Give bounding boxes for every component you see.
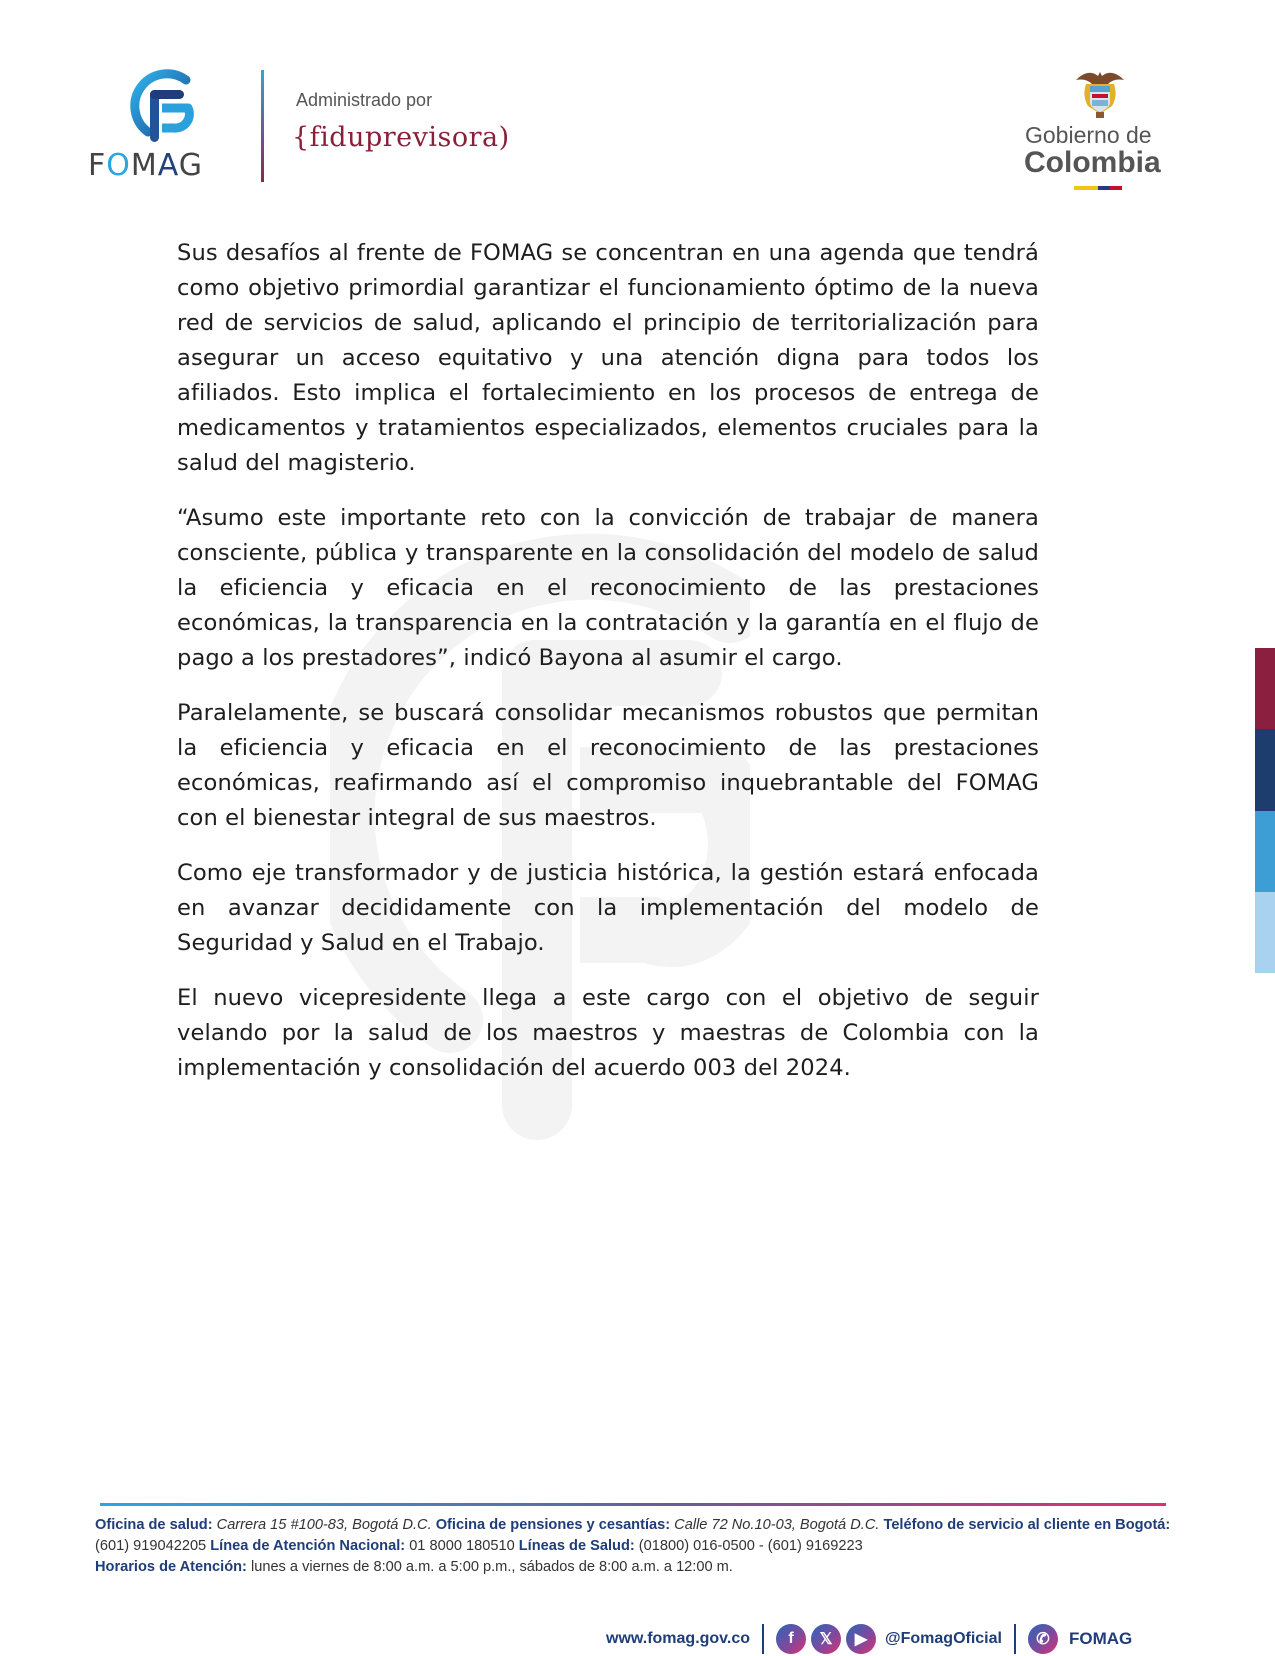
health-lines: (01800) 016-0500 - (601) 9169223 (638, 1538, 863, 1554)
footer-divider (100, 1503, 1166, 1506)
x-icon[interactable]: 𝕏 (811, 1624, 841, 1654)
youtube-icon[interactable]: ▶ (846, 1624, 876, 1654)
national-line-label: Línea de Atención Nacional: (210, 1538, 406, 1554)
fomag-wordmark: FOMAG (88, 148, 204, 183)
colombia-flag-stripe (1074, 186, 1122, 190)
fiduprevisora-logo: {fiduprevisora) (292, 122, 510, 153)
health-office-address: Carrera 15 #100-83, Bogotá D.C. (216, 1517, 432, 1533)
social-handle[interactable]: @FomagOficial (885, 1630, 1002, 1647)
fomag-fg-monogram-icon (128, 68, 200, 148)
website-link[interactable]: www.fomag.gov.co (606, 1630, 751, 1647)
hours: lunes a viernes de 8:00 a.m. a 5:00 p.m., sábados de 8:00 a.m. a 12:00 m. (250, 1559, 733, 1575)
footer-contact-info (95, 1515, 1180, 1578)
article-body (177, 236, 1039, 1106)
pension-office-label: Oficina de pensiones y cesantías: (435, 1517, 671, 1533)
bar-segment-lightblue (1255, 892, 1275, 973)
health-lines-label: Líneas de Salud: (518, 1538, 635, 1554)
page-header (0, 0, 1275, 210)
paragraph-safety-model: Como eje transformador y de justicia histórica, la gestión estará enfocada en avanzar decididamente con la implementación del modelo de Seguridad y Salud en el Trabajo. (177, 860, 1039, 956)
bar-segment-navy (1255, 729, 1275, 810)
footer-social-row (606, 1622, 1132, 1656)
paragraph-quote: “Asumo este importante reto con la convicción de trabajar de manera consciente, pública y transparente en la consolidación del modelo de salud la eficiencia y eficacia en el reconocimiento de las prestaciones económicas, la transparencia en la contratación y la garantía en el flujo de pago a los prestadores”, indicó Bayona al asumir el cargo. (177, 505, 1039, 671)
paragraph-vicepresident: El nuevo vicepresidente llega a este cargo con el objetivo de seguir velando por la salud de los maestros y maestras de Colombia con la implementación y consolidación del acuerdo 003 del 2024. (177, 985, 1039, 1081)
facebook-icon[interactable]: f (776, 1624, 806, 1654)
bar-segment-blue (1255, 811, 1275, 892)
gobierno-de-label: Gobierno de (1025, 122, 1152, 148)
colombia-coat-of-arms-icon (1074, 66, 1126, 120)
bar-segment-maroon (1255, 648, 1275, 729)
fomag-logo (88, 68, 238, 188)
flag-red (1110, 186, 1122, 190)
brand-color-bar (1255, 648, 1275, 973)
pension-office-address: Calle 72 No.10-03, Bogotá D.C. (674, 1517, 880, 1533)
hours-label: Horarios de Atención: (95, 1559, 247, 1575)
customer-phone-label: Teléfono de servicio al cliente en Bogotá: (883, 1517, 1171, 1533)
administered-by-label: Administrado por (296, 90, 433, 110)
gobierno-de-colombia-logo (1022, 64, 1182, 194)
health-office-label: Oficina de salud: (95, 1517, 213, 1533)
customer-phone: (601) 919042205 (95, 1538, 207, 1554)
colombia-label: Colombia (1024, 146, 1161, 179)
national-line: 01 8000 180510 (409, 1538, 515, 1554)
whatsapp-label[interactable]: FOMAG (1068, 1629, 1133, 1648)
whatsapp-icon[interactable]: ✆ (1028, 1624, 1058, 1654)
flag-blue (1098, 186, 1110, 190)
flag-yellow (1074, 186, 1098, 190)
paragraph-challenges: Sus desafíos al frente de FOMAG se concentran en una agenda que tendrá como objetivo primordial garantizar el funcionamiento óptimo de la nueva red de servicios de salud, aplicando el principio de territorialización para asegurar un acceso equitativo y una atención digna para todos los afiliados. Esto implica el fortalecimiento en los procesos de entrega de medicamentos y tratamientos especializados, elementos cruciales para la salud del magisterio. (177, 240, 1039, 476)
header-divider (261, 70, 264, 182)
paragraph-mechanisms: Paralelamente, se buscará consolidar mecanismos robustos que permitan la eficiencia y eficacia en el reconocimiento de las prestaciones económicas, reafirmando así el compromiso inquebrantable del FOMAG con el bienestar integral de sus maestros. (177, 700, 1039, 831)
